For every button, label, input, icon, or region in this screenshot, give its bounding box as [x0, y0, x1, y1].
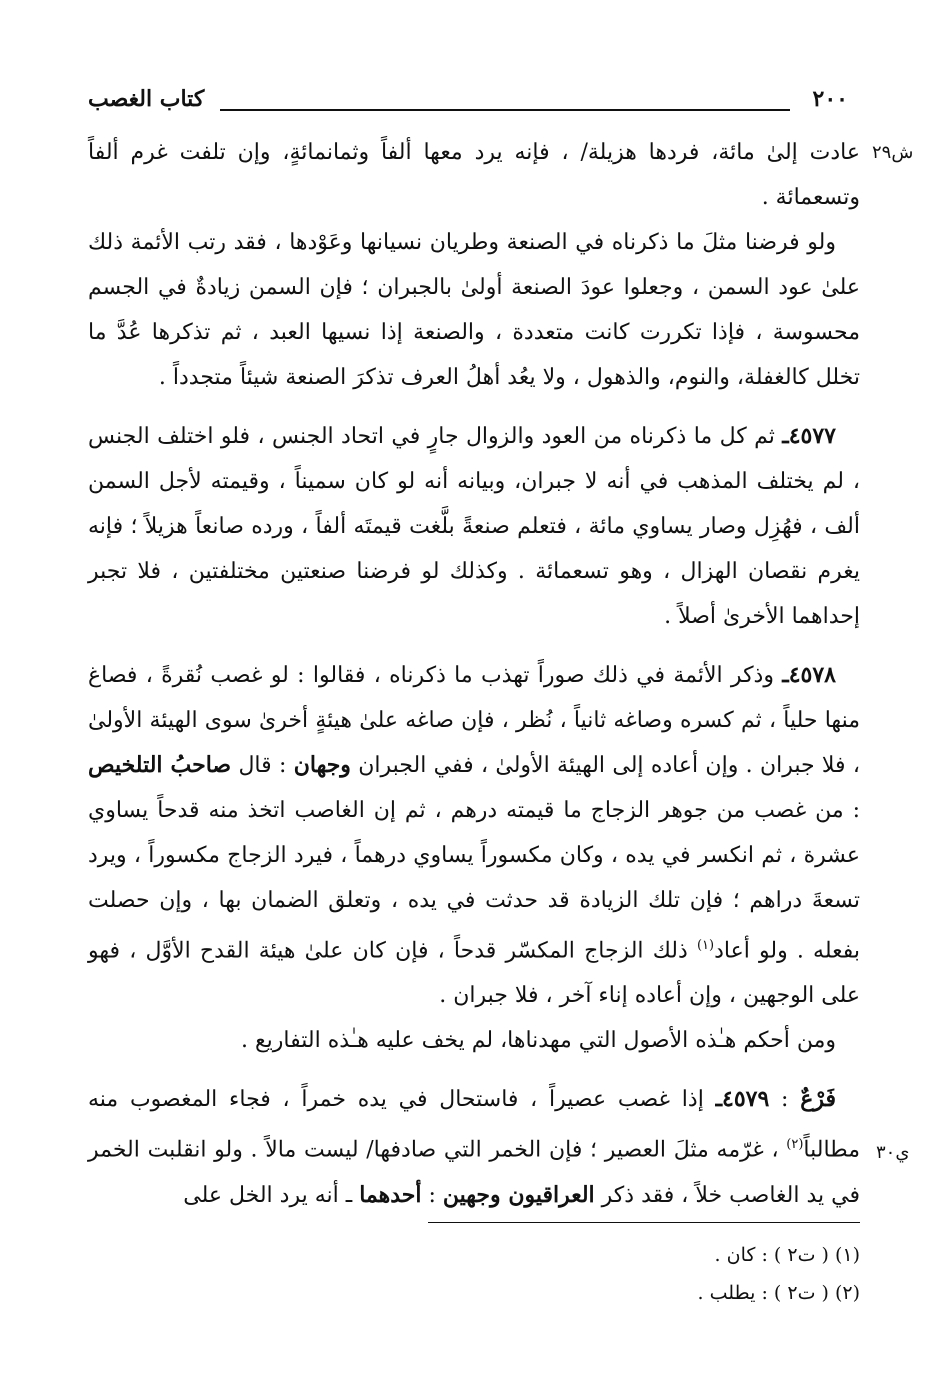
paragraph-number: ٤٥٧٨ـ	[782, 662, 836, 688]
paragraph-text: وذكر الأئمة في ذلك صوراً تهذب ما ذكرناه ، فقالوا : لو غصب نُقرةً ، فصاغ منها حلياً ، ثم كسره وصاغه ثانياً ، نُظر ، فإن صاغه علىٰ هيئةٍ أخرىٰ سوى الهيئة الأولىٰ ، فلا جبران . وإن أعاده إلى الهيئة الأولىٰ ، ففي الجبران	[88, 663, 860, 778]
footnote-separator	[428, 1222, 860, 1223]
paragraph-text: ومن أحكم هـٰذه الأصول التي مهدناها، لم يخف عليه هـٰذه التفاريع .	[240, 1028, 836, 1054]
margin-marker-manuscript-y30: ي٣٠	[876, 1142, 910, 1163]
paragraph-4579: فَرْعٌ : ٤٥٧٩ـ إذا غصب عصيراً ، فاستحال في يده خمراً ، فجاء المغصوب منه مطالباً$^{(٢)}$ ، غرّمه مثلَ العصير ؛ فإن الخمر التي صادفها/ ليست مالاً . ولو انقلبت الخمر في يد الغاصب خلاً ، فقد ذكر العراقيون وجهين : أحدهما ـ أنه يرد الخل على	[88, 1086, 860, 1208]
paragraph-number: ٤٥٧٩ـ	[715, 1086, 770, 1113]
paragraph-text: ثم كل ما ذكرناه من العود والزوال جارٍ في اتحاد الجنس ، فلو اختلف الجنس ، لم يختلف المذهب في أنه لا جبران، وبيانه أنه لو كان سميناً ، وقيمته لأجل السمن ألف ، فهُزِل وصار يساوي مائة ، فتعلم صنعةً بلَّغت قيمتَه ألفاً ، ورده صانعاً هزيلاً ؛ فإنه يغرم نقصان الهزال ، وهو تسعمائة . وكذلك لو فرضنا صنعتين مختلفتين ، فلا تجبر إحداهما الأخرىٰ أصلاً .	[88, 424, 860, 629]
paragraph-4578	[88, 653, 860, 1018]
paragraph-number: ٤٥٧٧ـ	[782, 423, 836, 449]
paragraph-sanaa	[88, 220, 860, 400]
running-header	[88, 82, 860, 122]
paragraph-4577	[88, 414, 860, 639]
bold-term: وجهان	[293, 752, 351, 778]
paragraph-text: ، غرّمه مثلَ العصير ؛ فإن الخمر التي صادفها/ ليست مالاً . ولو انقلبت الخمر في يد الغاصب خلاً ، فقد ذكر	[88, 1137, 860, 1208]
far-heading: فَرْعٌ	[800, 1086, 837, 1113]
footnotes	[88, 1236, 860, 1312]
paragraph-text: ذلك الزجاج المكسّر قدحاً ، فإن كان علىٰ هيئة القدح الأوَّل ، فهو على الوجهين ، وإن أعاده إناء آخر ، فلا جبران .	[88, 938, 860, 1009]
footnote-ref: (٢)	[786, 1137, 804, 1153]
footnote-2: (٢) ( ت٢ ) : يطلب .	[697, 1282, 860, 1304]
paragraph-continuation	[88, 130, 860, 220]
footnote-ref: (١)	[696, 938, 715, 953]
bold-term: العراقيون وجهين	[442, 1181, 595, 1208]
paragraph-text: إذا غصب عصيراً ، فاستحال في يده خمراً ، فجاء المغصوب منه مطالباً	[88, 1087, 860, 1163]
main-text	[88, 130, 860, 1218]
footnote-1: (١) ( ت٢ ) : كان .	[714, 1244, 860, 1266]
margin-marker-manuscript-sh29: ش٢٩	[872, 142, 914, 163]
header-rule	[220, 109, 790, 111]
paragraph-text: : قال	[238, 753, 287, 778]
paragraph-text: :	[428, 1182, 436, 1208]
paragraph-text: ـ أنه يرد الخل على	[183, 1182, 353, 1208]
paragraph-text: : من غصب من جوهر الزجاج ما قيمته درهم ، ثم إن الغاصب اتخذ منه قدحاً يساوي عشرة ، ثم انكسر في يده ، وكان مكسوراً يساوي درهماً ، فيرد الزجاج مكسوراً ، ويرد تسعةَ دراهم ؛ فإن تلك الزيادة قد حدثت في يده ، وتعلق الضمان بها ، وإن حصلت بفعله . ولو أعاد	[88, 798, 860, 964]
paragraph-text: ولو فرضنا مثلَ ما ذكرناه في الصنعة وطريان نسيانها وعَوْدها ، فقد رتب الأئمة ذلك علىٰ عود السمن ، وجعلوا عودَ الصنعة أولىٰ بالجبران ؛ فإن السمن زيادةٌ في الجسم محسوسة ، فإذا تكررت كانت متعددة ، والصنعة إذا نسيها العبد ، ثم تذكرها عُدَّ ما تخلل كالغفلة، والنوم، والذهول ، ولا يعُد أهلُ العرف تذكرَ الصنعة شيئاً متجدداً .	[88, 230, 860, 390]
page-number: ٢٠٠	[812, 86, 848, 112]
bold-term: أحدهما	[359, 1181, 422, 1208]
bold-term: صاحبُ التلخيص	[88, 752, 232, 778]
book-title: كتاب الغصب	[88, 86, 205, 112]
paragraph-closing	[88, 1018, 860, 1063]
paragraph-text: عادت إلىٰ مائة، فردها هزيلة/ ، فإنه يرد معها ألفاً وثمانمائةٍ، وإن تلفت غرم ألفاً وتسعمائة .	[88, 140, 860, 210]
